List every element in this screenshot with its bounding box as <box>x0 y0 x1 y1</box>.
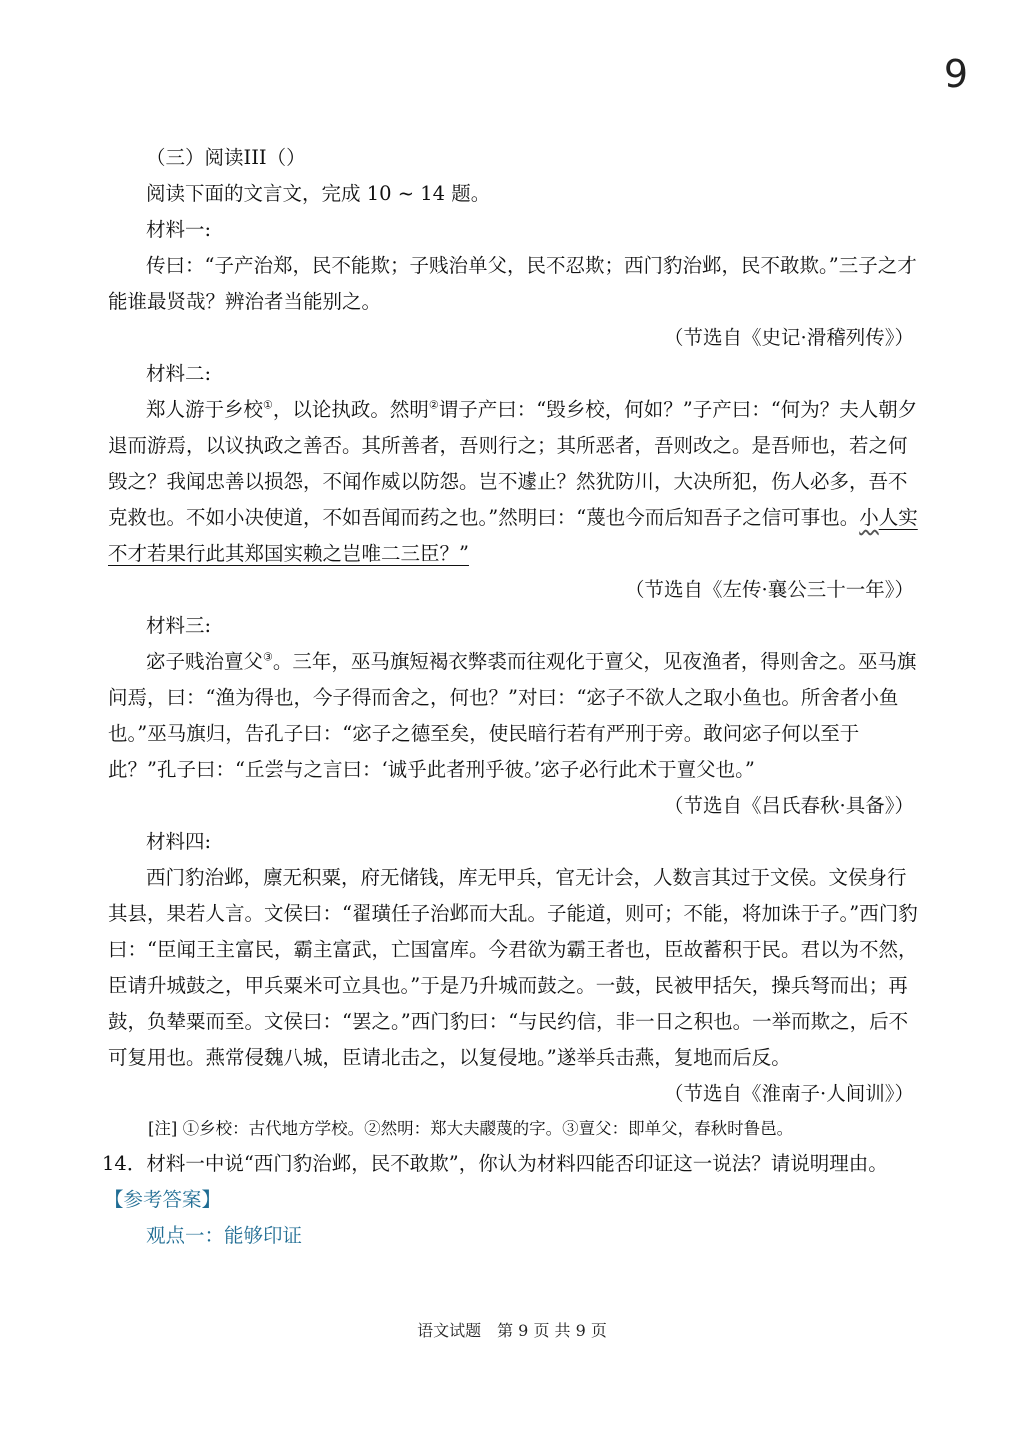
material-2-wavy-char: 小 <box>859 506 879 529</box>
page-footer: 语文试题 第 9 页 共 9 页 <box>417 1321 607 1340</box>
material-1-text: 传曰：“子产治郑，民不能欺；子贱治单父，民不忍欺；西门豹治邺，民不敢欺。”三子之才能谁最贤哉？辨治者当能别之。 <box>108 254 917 313</box>
material-3-part1: 宓子贱治亶父 <box>146 650 264 673</box>
instruction: 阅读下面的文言文，完成 10 ~ 14 题。 <box>146 182 491 205</box>
material-2-part2: ，以论执政。然明 <box>272 398 429 421</box>
material-2-label: 材料二: <box>146 362 212 385</box>
material-4-source: （节选自《淮南子·人间训》） <box>664 1082 914 1105</box>
material-1-label: 材料一: <box>146 218 212 241</box>
footnote-marker-1: ① <box>263 398 273 412</box>
material-2-part1: 郑人游于乡校 <box>146 398 264 421</box>
material-2-part3: 谓子产曰：“毁乡校，何如？”子产曰：“何为？夫人朝夕退而游焉，以议执政之善否。其所善者，吾则行之；其所恶者，吾则改之。是吾师也，若之何毁之？我闻忠善以损怨，不闻作威以防怨。岂不遽止？然犹防川，大决所犯，伤人必多，吾不克救也。不如小决使道，不如吾闻而药之也。”然明曰：“蔑也今而后知吾子之信可事也。 <box>108 398 918 529</box>
footnote-marker-3: ③ <box>263 650 273 664</box>
material-2-underlined-sentence: 人实不才若果行此其郑国实赖之岂唯二三臣？” <box>108 506 918 565</box>
exam-content <box>102 140 920 1254</box>
material-2-text <box>108 392 920 572</box>
answer-point-1: 观点一：能够印证 <box>146 1224 303 1247</box>
material-4-text: 西门豹治邺，廪无积粟，府无储钱，库无甲兵，官无计会，人数言其过于文侯。文侯身行其县，果若人言。文侯曰：“翟璜任子治邺而大乱。子能道，则可；不能，将加诛于子。”西门豹曰：“臣闻王主富民，霸主富武，亡国富库。今君欲为霸王者也，臣故蓄积于民。君以为不然，臣请升城鼓之，甲兵粟米可立具也。”于是乃升城而鼓之。一鼓，民被甲括矢，操兵弩而出；再鼓，负辇粟而至。文侯曰：“罢之。”西门豹曰：“与民约信，非一日之积也。一举而欺之，后不可复用也。燕常侵魏八城，臣请北击之，以复侵地。”遂举兵击燕，复地而后反。 <box>108 866 918 1069</box>
material-3-text <box>108 644 920 788</box>
answer-header: 【参考答案】 <box>104 1188 222 1211</box>
footnote-marker-2: ② <box>428 398 439 412</box>
material-4-label: 材料四: <box>146 830 212 853</box>
section-title: （三）阅读III（） <box>146 146 306 169</box>
material-3-part2: 。三年，巫马旗短褐衣弊裘而往观化于亶父，见夜渔者，得则舍之。巫马旗问焉，曰：“渔为得也，今子得而舍之，何也？”对曰：“宓子不欲人之取小鱼也。所舍者小鱼也。”巫马旗归，告孔子曰：“宓子之德至矣，使民暗行若有严刑于旁。敢问宓子何以至于此？”孔子曰：“丘尝与之言曰：‘诚乎此者刑乎彼。’宓子必行此术于亶父也。” <box>108 650 917 781</box>
footnotes: [注] ①乡校：古代地方学校。②然明：郑大夫鬷蔑的字。③亶父：即单父，春秋时鲁邑。 <box>148 1119 794 1138</box>
material-3-label: 材料三: <box>146 614 212 637</box>
page-number-large: 9 <box>943 52 968 96</box>
question-14: 14．材料一中说“西门豹治邺，民不敢欺”，你认为材料四能否印证这一说法？请说明理由。 <box>102 1152 888 1175</box>
material-2-source: （节选自《左传·襄公三十一年》） <box>625 578 914 601</box>
material-1-source: （节选自《史记·滑稽列传》） <box>664 326 914 349</box>
material-3-source: （节选自《吕氏春秋·具备》） <box>664 794 914 817</box>
